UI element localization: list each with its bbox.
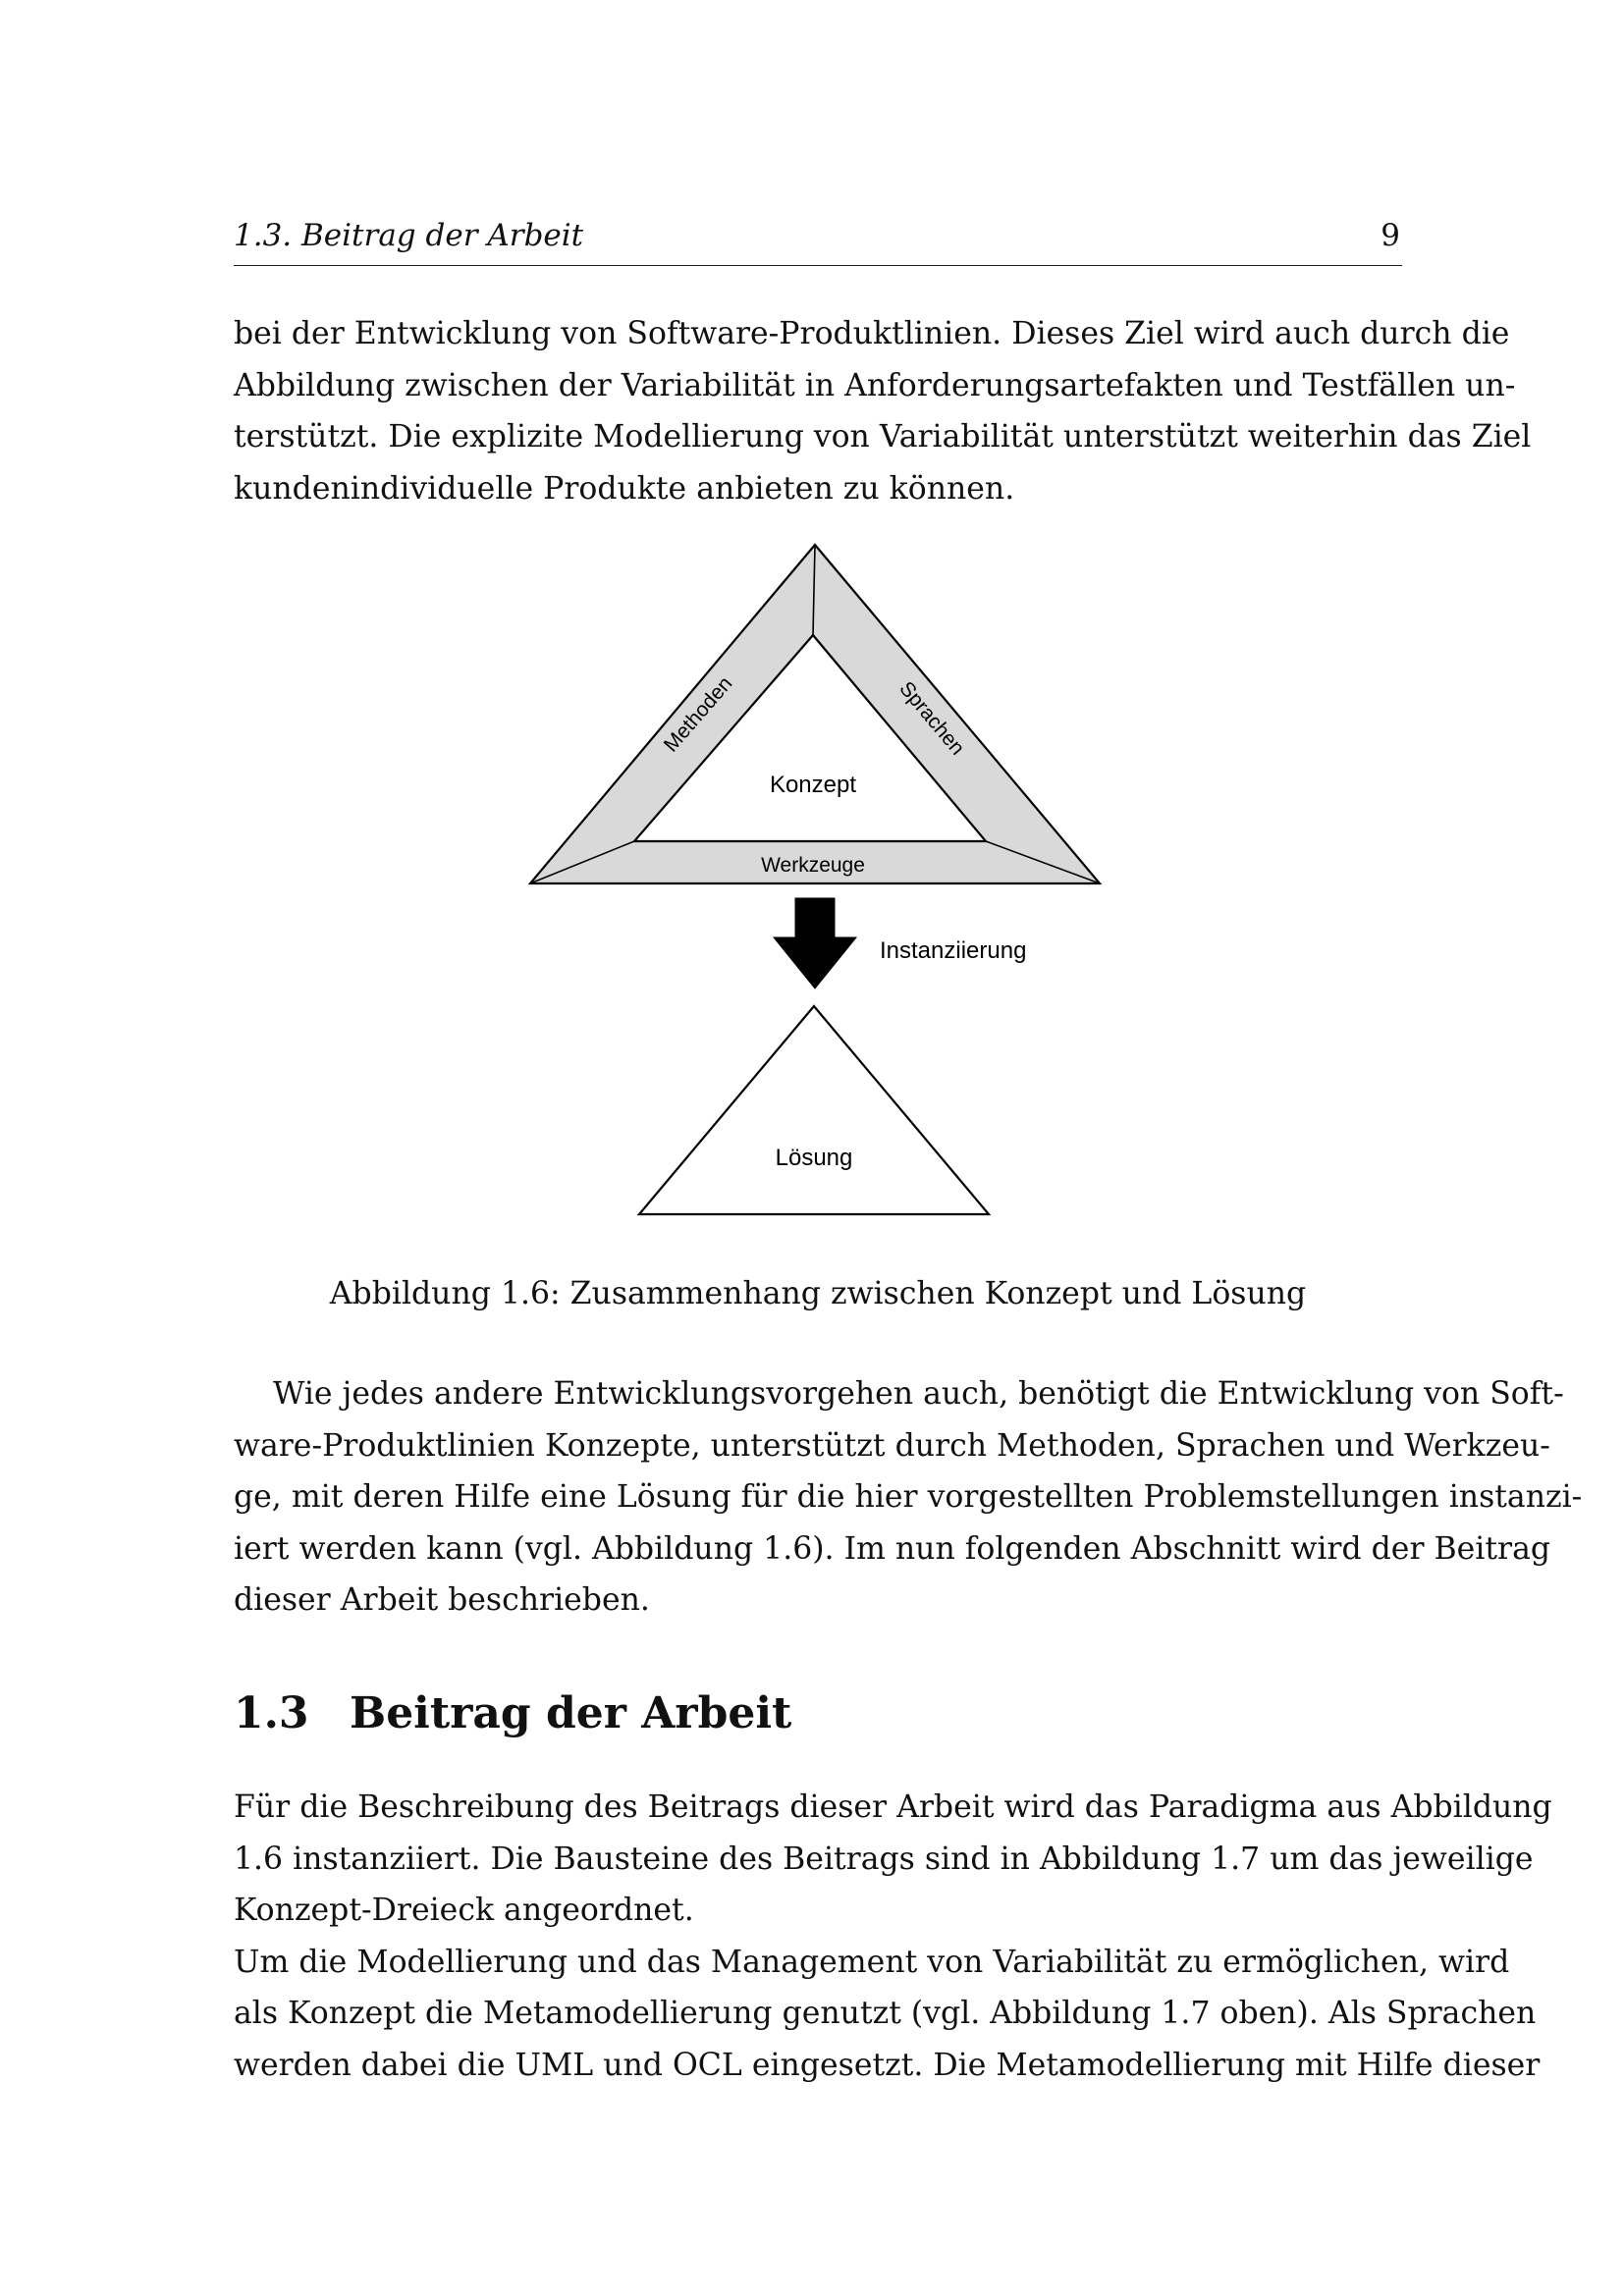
text-line: ge, mit deren Hilfe eine Lösung für die hier vorgestellten Problemstellungen instanzi- [234,1479,1583,1515]
label-methoden: Methoden [659,671,737,757]
running-title: 1.3. Beitrag der Arbeit [234,218,584,253]
text-line: Abbildung zwischen der Variabilität in Anforderungsartefakten und Testfällen un- [234,367,1516,403]
text-line: werden dabei die UML und OCL eingesetzt. Die Metamodellierung mit Hilfe dieser [234,2047,1541,2083]
paragraph-concepts [234,1368,1583,1627]
label-konzept: Konzept [769,772,857,798]
text-line: kundenindividuelle Produkte anbieten zu können. [234,470,1015,507]
label-instanziierung: Instanziierung [880,937,1027,964]
text-line: Für die Beschreibung des Beitrags dieser Arbeit wird das Paradigma aus Abbildung [234,1789,1552,1825]
text-line: ware-Produktlinien Konzepte, unterstützt durch Methoden, Sprachen und Werkzeu- [234,1427,1550,1464]
paragraph-contribution [234,1782,1552,2091]
figure-caption: Abbildung 1.6: Zusammenhang zwischen Konzept und Lösung [329,1276,1307,1311]
concept-triangle-band [530,545,1100,883]
text-line: Konzept-Dreieck angeordnet. [234,1893,694,1928]
text-line: dieser Arbeit beschrieben. [234,1582,650,1618]
label-sprachen: Sprachen [894,676,969,760]
text-line: terstützt. Die explizite Modellierung von Variabilität unterstützt weiterhin das Ziel [234,419,1532,454]
figure-diagram [511,535,1119,1227]
section-heading [234,1688,791,1738]
page-number: 9 [1380,218,1400,253]
section-title: Beitrag der Arbeit [350,1688,792,1738]
text-line: Um die Modellierung und das Management von Variabilität zu ermöglichen, wird [234,1944,1510,1980]
label-werkzeuge: Werkzeuge [761,854,865,877]
text-line: als Konzept die Metamodellierung genutzt (vgl. Abbildung 1.7 oben). Als Sprachen [234,1996,1537,2031]
label-loesung: Lösung [775,1145,853,1171]
solution-triangle [639,1006,989,1214]
running-header [234,216,1402,266]
section-number: 1.3 [234,1688,309,1738]
figure-concept-solution [511,535,1119,1227]
text-line: 1.6 instanziiert. Die Bausteine des Beitrags sind in Abbildung 1.7 um das jeweilige [234,1841,1534,1877]
text-line: Wie jedes andere Entwicklungsvorgehen auch, benötigt die Entwicklung von Soft- [273,1376,1564,1412]
paragraph-intro [234,308,1532,514]
instanziierung-arrow [774,898,856,988]
text-line: bei der Entwicklung von Software-Produktlinien. Dieses Ziel wird auch durch die [234,316,1510,351]
text-line: iert werden kann (vgl. Abbildung 1.6). Im nun folgenden Abschnitt wird der Beitrag [234,1530,1551,1567]
